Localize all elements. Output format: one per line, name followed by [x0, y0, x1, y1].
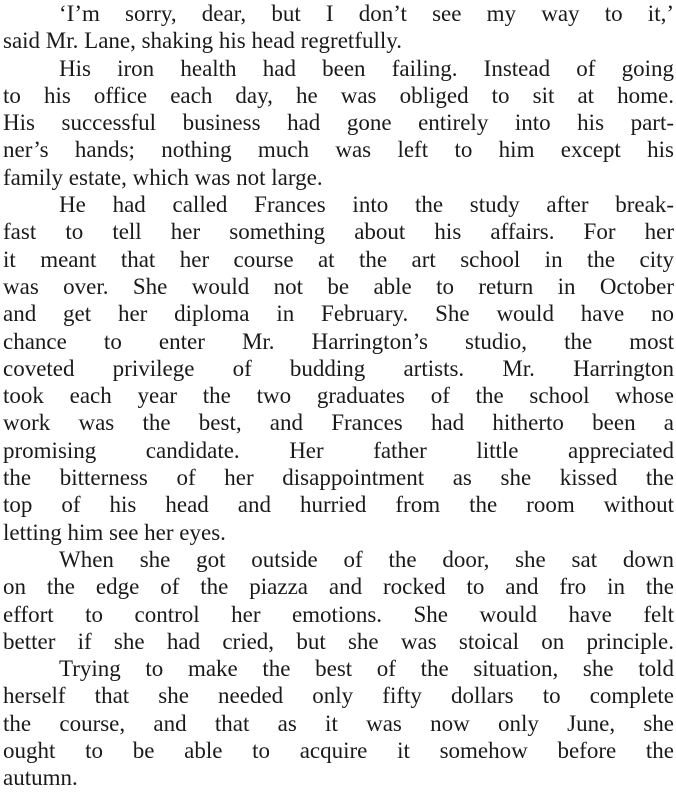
text-line: chance to enter Mr. Harrington’s studio, the most [3, 328, 674, 354]
paragraph-1 [3, 0, 674, 55]
text-line: herself that she needed only fifty dollars to complete [3, 683, 674, 709]
paragraph-5 [3, 655, 674, 791]
text-line: Trying to make the best of the situation, she told [59, 656, 674, 682]
text-line: ner’s hands; nothing much was left to him except his [3, 137, 674, 163]
text-line: better if she had cried, but she was stoical on principle. [3, 628, 674, 654]
paragraph-2 [3, 55, 674, 191]
text-line: top of his head and hurried from the room without [3, 492, 674, 518]
text-line: When she got outside of the door, she sat down [59, 546, 674, 572]
text-line: work was the best, and Frances had hitherto been a [3, 410, 674, 436]
text-line: fast to tell her something about his affairs. For her [3, 219, 674, 245]
paragraph-3 [3, 191, 674, 546]
text-line: took each year the two graduates of the school whose [3, 383, 674, 409]
text-line: to his office each day, he was obliged to sit at home. [3, 82, 674, 108]
text-line: the bitterness of her disappointment as she kissed the [3, 465, 674, 491]
text-line: family estate, which was not large. [3, 164, 323, 190]
text-line: and get her diploma in February. She would have no [3, 301, 674, 327]
text-line: was over. She would not be able to return in October [3, 273, 674, 299]
text-line: ‘I’m sorry, dear, but I don’t see my way to it,’ [59, 1, 674, 26]
text-line: on the edge of the piazza and rocked to and fro in the [3, 574, 674, 600]
text-line: coveted privilege of budding artists. Mr. Harrington [3, 355, 674, 381]
text-line: promising candidate. Her father little appreciated [3, 437, 674, 463]
text-line: His successful business had gone entirely into his part- [3, 110, 674, 136]
text-line: He had called Frances into the study after break- [59, 192, 674, 218]
text-line: the course, and that as it was now only June, she [3, 710, 674, 736]
paragraph-4 [3, 546, 674, 655]
text-line: effort to control her emotions. She would have felt [3, 601, 674, 627]
text-line: it meant that her course at the art school in the city [3, 246, 674, 272]
text-line: His iron health had been failing. Instead of going [59, 55, 674, 81]
text-line: letting him see her eyes. [3, 519, 226, 545]
text-line: autumn. [3, 765, 78, 791]
text-line: ought to be able to acquire it somehow before the [3, 738, 674, 764]
text-line: said Mr. Lane, shaking his head regretfully. [3, 28, 402, 54]
